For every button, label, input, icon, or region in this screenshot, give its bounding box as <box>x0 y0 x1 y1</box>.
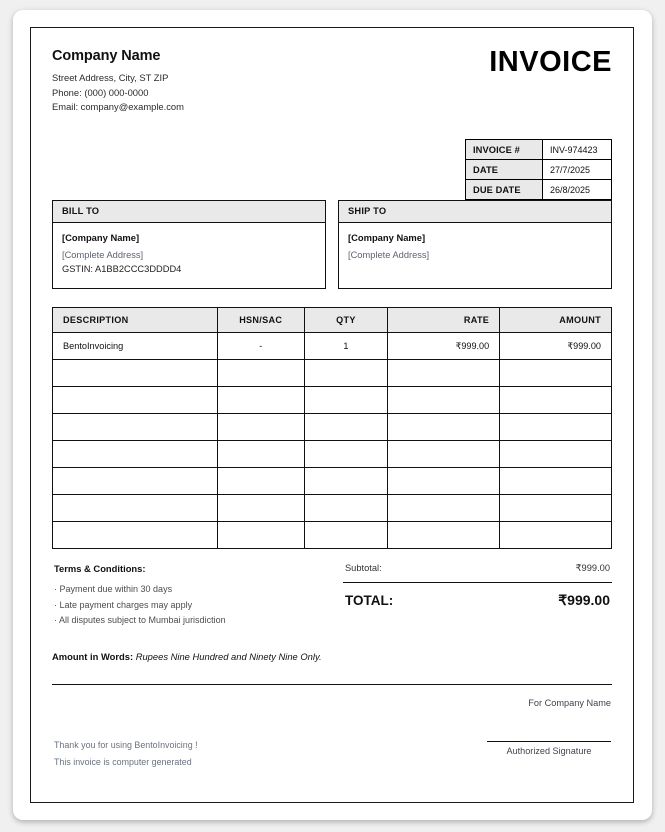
cell-hsn-sac <box>217 414 304 441</box>
cell-hsn-sac: - <box>217 333 304 360</box>
cell-description <box>53 441 218 468</box>
total-row <box>343 583 612 609</box>
seller-email: Email: company@example.com <box>52 101 184 112</box>
cell-qty <box>304 414 388 441</box>
footer-notes <box>54 737 198 771</box>
terms-line: · All disputes subject to Mumbai jurisdiction <box>54 615 226 625</box>
table-row <box>466 140 612 160</box>
cell-qty <box>304 387 388 414</box>
invoice-header <box>52 48 612 120</box>
signature-line <box>487 741 611 742</box>
invoice-page-card <box>13 10 652 820</box>
terms-title: Terms & Conditions: <box>54 563 146 574</box>
bill-to-company: [Company Name] <box>62 232 140 243</box>
cell-amount <box>500 441 612 468</box>
total-value: ₹999.00 <box>558 592 610 608</box>
table-row-empty <box>53 468 612 495</box>
computer-generated-note: This invoice is computer generated <box>54 756 192 767</box>
ship-to-address: [Complete Address] <box>348 250 430 260</box>
cell-amount <box>500 387 612 414</box>
column-header-hsn-sac: HSN/SAC <box>217 308 304 333</box>
seller-address: Street Address, City, ST ZIP <box>52 72 169 83</box>
cell-amount <box>500 522 612 549</box>
totals-block <box>333 563 612 629</box>
amount-in-words-label: Amount in Words: <box>52 650 134 662</box>
invoice-number-label: INVOICE # <box>466 140 543 160</box>
due-date-label: DUE DATE <box>466 180 543 200</box>
cell-qty: 1 <box>304 333 388 360</box>
cell-rate <box>388 414 500 441</box>
terms-and-totals <box>52 563 612 629</box>
page-title: INVOICE <box>489 46 612 78</box>
ship-to-heading: SHIP TO <box>339 201 611 223</box>
subtotal-row <box>343 563 612 582</box>
cell-rate <box>388 441 500 468</box>
cell-hsn-sac <box>217 441 304 468</box>
amount-in-words <box>52 651 612 662</box>
table-row <box>53 333 612 360</box>
column-header-qty: QTY <box>304 308 388 333</box>
cell-hsn-sac <box>217 522 304 549</box>
invoice-number-value: INV-974423 <box>543 140 612 160</box>
parties-section <box>52 200 612 289</box>
subtotal-value: ₹999.00 <box>575 563 610 573</box>
subtotal-label: Subtotal: <box>344 563 382 573</box>
cell-amount <box>500 360 612 387</box>
column-header-rate: RATE <box>388 308 500 333</box>
cell-amount <box>500 495 612 522</box>
column-header-description: DESCRIPTION <box>53 308 218 333</box>
cell-qty <box>304 522 388 549</box>
table-header-row <box>53 308 612 333</box>
for-company-label: For Company Name <box>528 697 611 708</box>
seller-company-name: Company Name <box>52 48 161 64</box>
line-items-head <box>53 308 612 333</box>
cell-description: BentoInvoicing <box>53 333 218 360</box>
ship-to-body <box>339 223 611 262</box>
line-items-body <box>53 333 612 549</box>
cell-description <box>53 387 218 414</box>
table-row <box>466 180 612 200</box>
cell-rate: ₹999.00 <box>388 333 500 360</box>
table-row-empty <box>53 522 612 549</box>
line-items-table <box>52 307 612 549</box>
cell-hsn-sac <box>217 495 304 522</box>
cell-amount <box>500 414 612 441</box>
cell-qty <box>304 468 388 495</box>
due-date-value: 26/8/2025 <box>543 180 612 200</box>
invoice-meta-table <box>465 139 612 200</box>
cell-rate <box>388 468 500 495</box>
cell-hsn-sac <box>217 360 304 387</box>
cell-amount: ₹999.00 <box>500 333 612 360</box>
terms-line: · Payment due within 30 days <box>54 584 173 594</box>
cell-qty <box>304 495 388 522</box>
thank-you-note: Thank you for using BentoInvoicing ! <box>54 739 198 750</box>
terms-line: · Late payment charges may apply <box>54 599 193 610</box>
cell-rate <box>388 522 500 549</box>
cell-rate <box>388 387 500 414</box>
cell-qty <box>304 360 388 387</box>
invoice-date-label: DATE <box>466 160 543 180</box>
bill-to-gstin: GSTIN: A1BB2CCC3DDDD4 <box>62 264 182 274</box>
amount-in-words-value: Rupees Nine Hundred and Ninety Nine Only. <box>135 650 322 662</box>
table-row-empty <box>53 414 612 441</box>
bill-to-heading: BILL TO <box>53 201 325 223</box>
cell-rate <box>388 495 500 522</box>
cell-qty <box>304 441 388 468</box>
seller-phone: Phone: (000) 000-0000 <box>52 86 149 98</box>
cell-description <box>53 495 218 522</box>
cell-hsn-sac <box>217 468 304 495</box>
cell-hsn-sac <box>217 387 304 414</box>
ship-to-box <box>338 200 612 289</box>
bill-to-body <box>53 223 325 276</box>
signature-block <box>487 741 611 756</box>
bill-to-address: [Complete Address] <box>62 250 144 260</box>
invoice-sheet <box>30 27 634 803</box>
terms-block <box>52 563 333 629</box>
cell-description <box>53 468 218 495</box>
total-label: TOTAL: <box>344 593 394 608</box>
table-row <box>466 160 612 180</box>
signature-label: Authorized Signature <box>506 745 592 756</box>
table-row-empty <box>53 441 612 468</box>
invoice-footer <box>52 685 612 777</box>
ship-to-company: [Company Name] <box>348 232 426 243</box>
table-row-empty <box>53 495 612 522</box>
cell-description <box>53 360 218 387</box>
column-header-amount: AMOUNT <box>500 308 612 333</box>
cell-amount <box>500 468 612 495</box>
invoice-date-value: 27/7/2025 <box>543 160 612 180</box>
bill-to-box <box>52 200 326 289</box>
table-row-empty <box>53 387 612 414</box>
cell-rate <box>388 360 500 387</box>
cell-description <box>53 522 218 549</box>
cell-description <box>53 414 218 441</box>
table-row-empty <box>53 360 612 387</box>
